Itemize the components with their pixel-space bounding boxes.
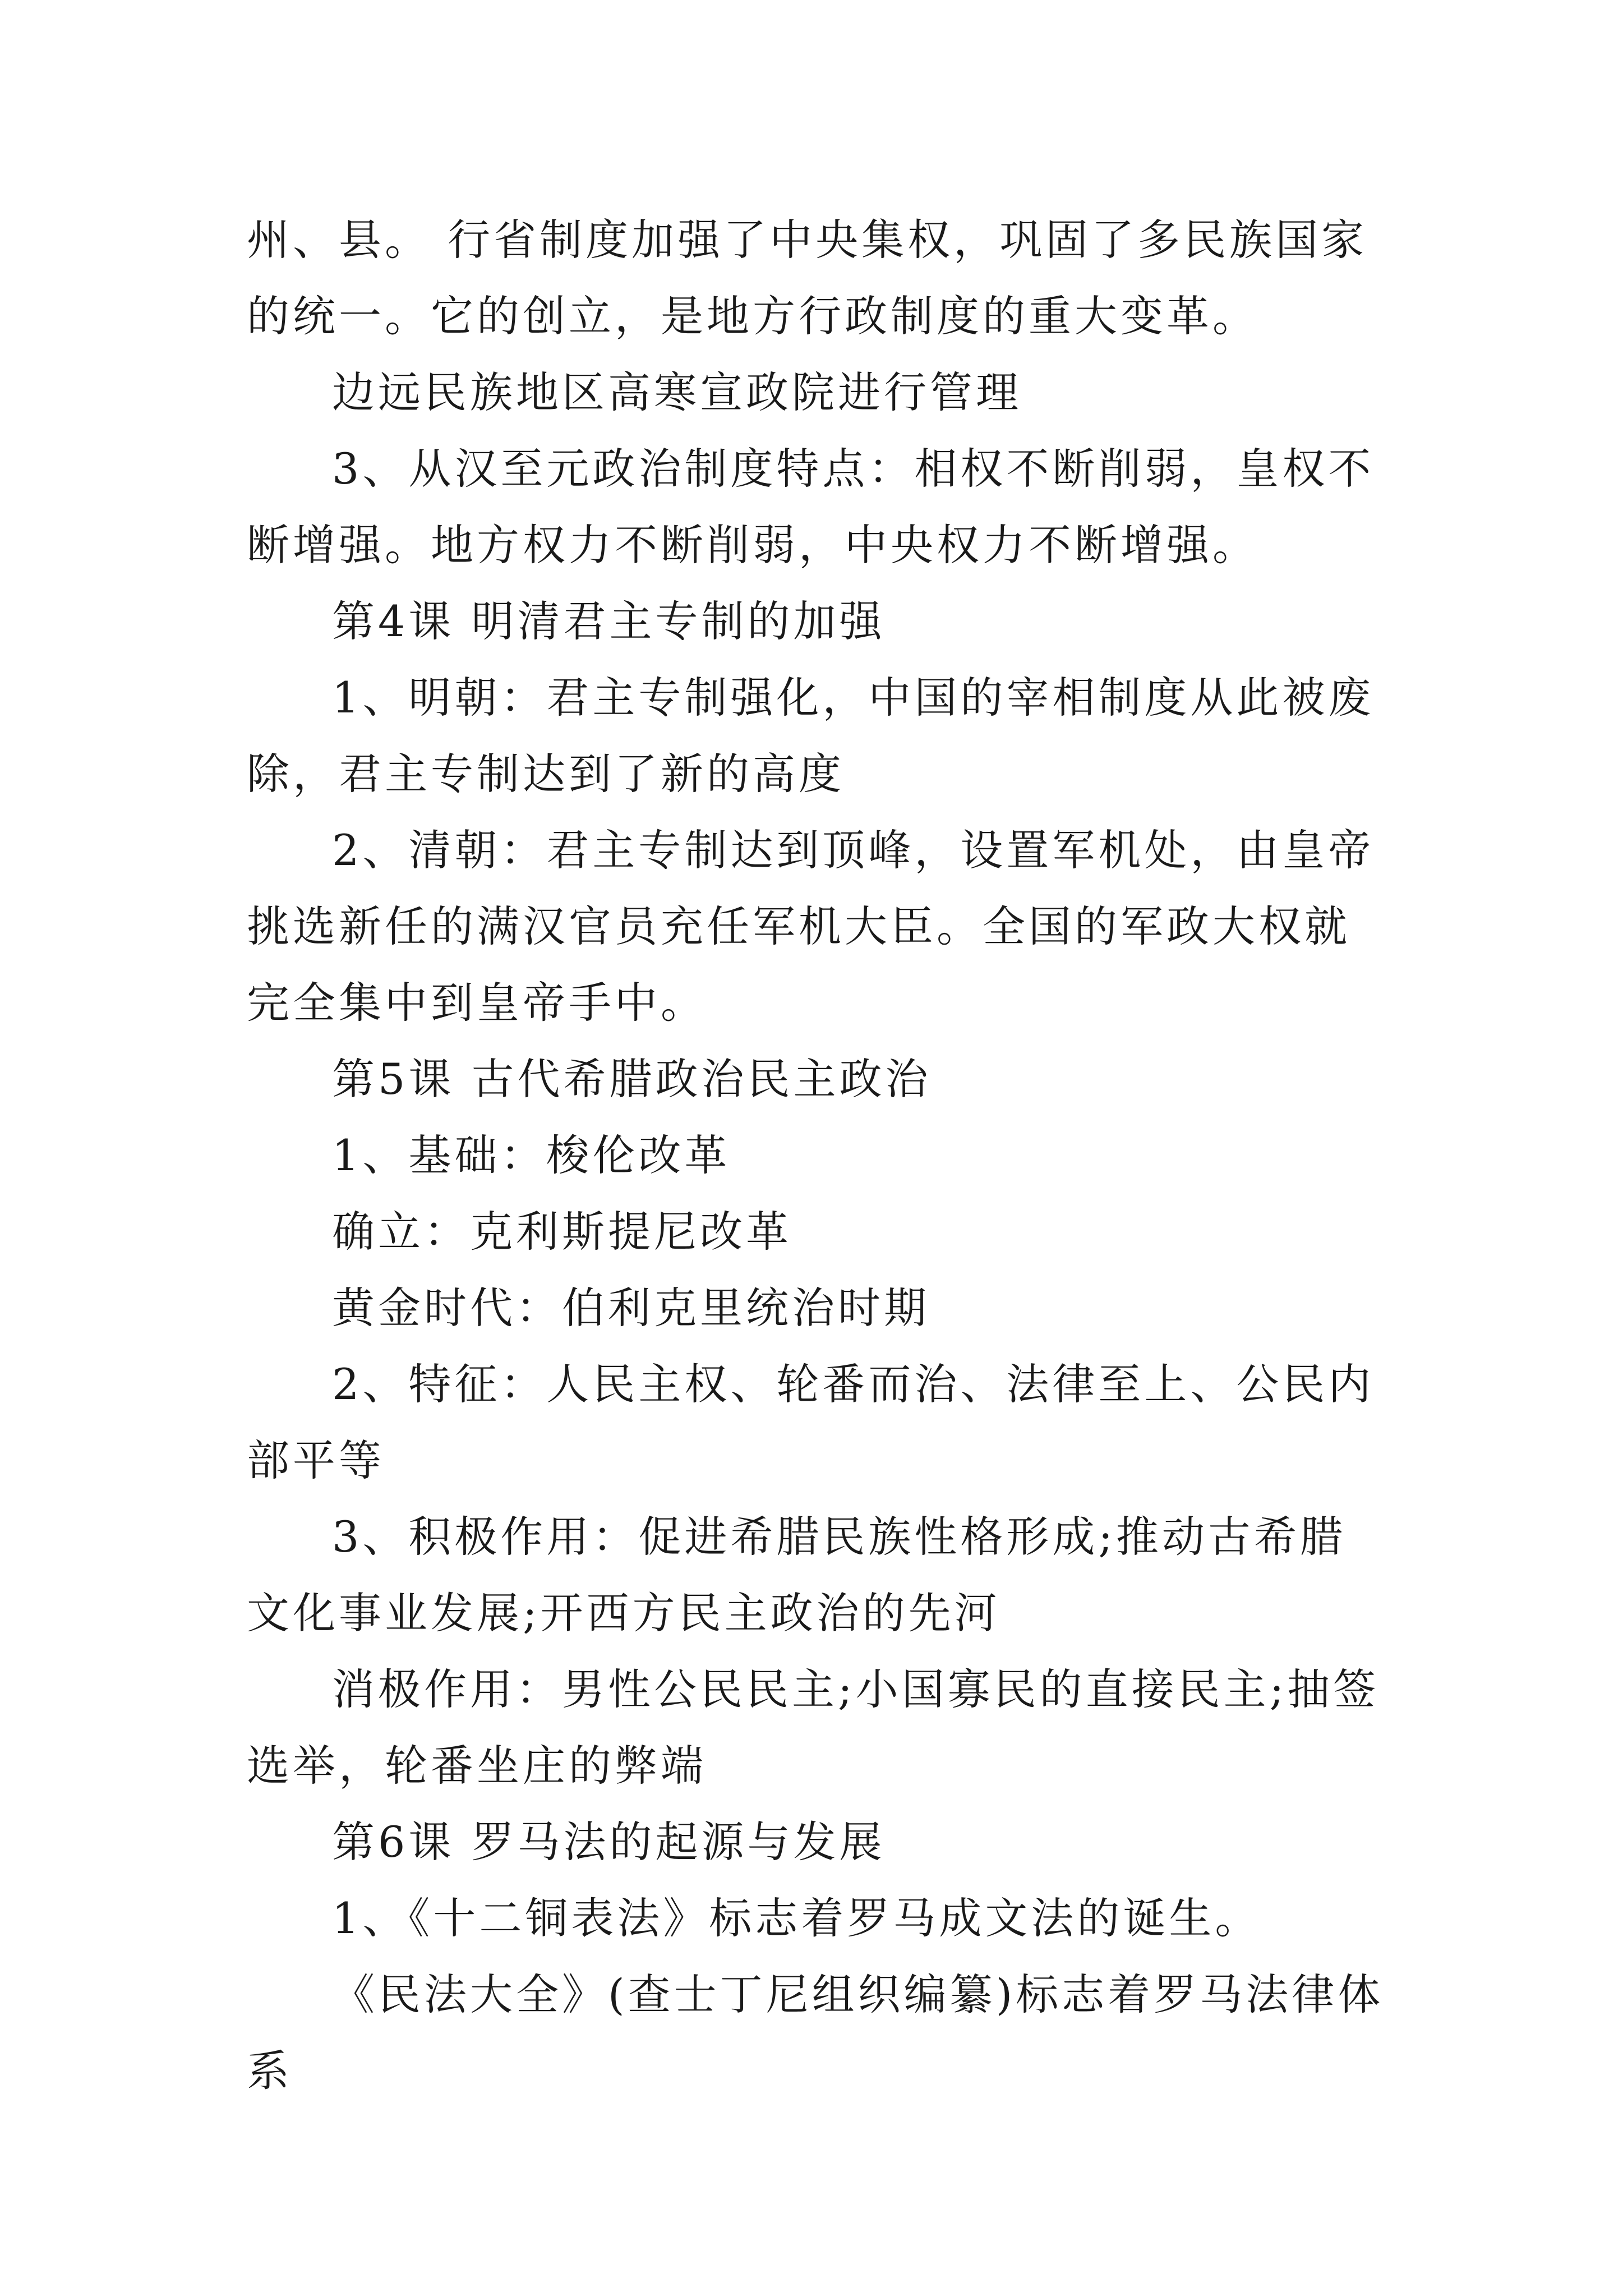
paragraph-11: 2、特征：人民主权、轮番而治、法律至上、公民内部平等 xyxy=(247,1359,1375,1485)
paragraph-6: 2、清朝：君主专制达到顶峰，设置军机处，由皇帝挑选新任的满汉官员充任军机大臣。全国的军政大权就完全集中到皇帝手中。 xyxy=(247,825,1375,1028)
paragraph-9: 确立：克利斯提尼改革 xyxy=(332,1207,792,1257)
paragraph-10: 黄金时代：伯利克里统治时期 xyxy=(332,1283,930,1333)
paragraph-3: 3、从汉至元政治制度特点：相权不断削弱，皇权不断增强。地方权力不断削弱，中央权力不断增强。 xyxy=(247,444,1375,570)
lesson-4-heading: 第4课 明清君主专制的加强 xyxy=(332,596,886,646)
paragraph-8: 1、基础：梭伦改革 xyxy=(332,1130,731,1180)
lesson-5-heading: 第5课 古代希腊政治民主政治 xyxy=(332,1054,932,1104)
paragraph-1: 州、县。 行省制度加强了中央集权，巩固了多民族国家的统一。它的创立，是地方行政制度的重大变革。 xyxy=(247,215,1368,341)
paragraph-2: 边远民族地区高寒宣政院进行管理 xyxy=(332,367,1022,417)
paragraph-12: 3、积极作用：促进希腊民族性格形成;推动古希腊文化事业发展;开西方民主政治的先河 xyxy=(247,1512,1346,1638)
paragraph-16: 《民法大全》(查士丁尼组织编纂)标志着罗马法律体系 xyxy=(247,1970,1384,2096)
paragraph-5: 1、明朝：君主专制强化，中国的宰相制度从此被废除，君主专制达到了新的高度 xyxy=(247,673,1375,799)
paragraph-15: 1、《十二铜表法》标志着罗马成文法的诞生。 xyxy=(332,1893,1261,1943)
document-body xyxy=(247,202,1385,2109)
paragraph-13: 消极作用：男性公民民主;小国寡民的直接民主;抽签选举，轮番坐庄的弊端 xyxy=(247,1664,1380,1791)
lesson-6-heading: 第6课 罗马法的起源与发展 xyxy=(332,1817,886,1867)
